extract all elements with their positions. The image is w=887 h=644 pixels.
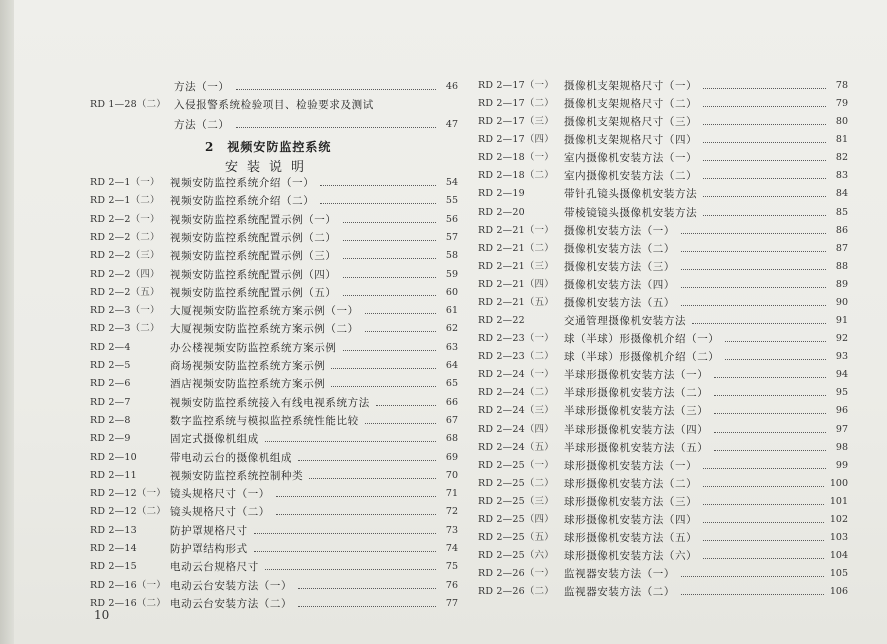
toc-leader-dots: [309, 477, 436, 479]
toc-entry-code: RD 2—17（三）: [478, 116, 554, 128]
toc-entry[interactable]: [478, 475, 848, 493]
toc-leader-dots: [681, 304, 826, 306]
toc-entry[interactable]: [90, 229, 458, 247]
toc-entry-page: 70: [445, 469, 458, 481]
toc-entry-page: 71: [445, 488, 458, 500]
toc-leader-dots: [320, 184, 436, 186]
toc-entry[interactable]: [478, 312, 848, 330]
toc-entry-code: RD 2—16（一）: [90, 579, 166, 591]
toc-entry-page: 96: [835, 405, 848, 417]
toc-leader-dots: [681, 575, 824, 577]
toc-leader-dots: [298, 587, 436, 589]
toc-entry-page: 84: [835, 188, 848, 200]
toc-entry-code: RD 2—10: [90, 451, 137, 463]
toc-entry-code: RD 2—3（一）: [90, 305, 160, 317]
toc-entry-code: RD 2—7: [90, 396, 131, 408]
toc-leader-dots: [703, 177, 826, 179]
toc-entry-title: 视频安防监控系统介绍（一）: [170, 177, 315, 189]
toc-entry[interactable]: [90, 302, 458, 320]
toc-entry[interactable]: [478, 583, 848, 601]
toc-leader-dots: [681, 268, 826, 270]
toc-entry[interactable]: [90, 485, 458, 503]
toc-entry[interactable]: [90, 522, 458, 540]
toc-leader-dots: [714, 394, 826, 396]
toc-entry-code: RD 2—23（一）: [478, 333, 554, 345]
toc-entry[interactable]: [478, 294, 848, 312]
toc-entry[interactable]: [90, 284, 458, 302]
toc-entry-title: 监视器安装方法（二）: [564, 586, 675, 599]
toc-entry-code: RD 2—14: [90, 543, 137, 554]
toc-entry-title: 视频安防监控系统配置示例（二）: [170, 231, 337, 244]
toc-leader-dots: [236, 88, 437, 90]
toc-entry-title: 摄像机支架规格尺寸（一）: [564, 80, 698, 92]
toc-entry[interactable]: [478, 348, 848, 366]
toc-entry-title: 球形摄像机安装方法（四）: [564, 513, 698, 526]
toc-entry[interactable]: [90, 577, 458, 595]
toc-entry-code: RD 1—28（二）: [90, 99, 166, 110]
toc-entry[interactable]: [478, 366, 848, 384]
toc-entry-code: RD 2—1（一）: [90, 177, 160, 188]
toc-entry-title: 大厦视频安防监控系统方案示例（一）: [170, 305, 359, 318]
toc-entry-page: 90: [835, 296, 848, 308]
toc-entry-title: 入侵报警系统检验项目、检验要求及测试: [174, 99, 374, 111]
toc-leader-dots: [331, 367, 436, 369]
toc-entry-title: 办公楼视频安防监控系统方案示例: [170, 341, 337, 354]
toc-entry-code: RD 2—2（四）: [90, 268, 160, 280]
toc-entry[interactable]: [90, 192, 458, 210]
toc-entry-title: 带针孔镜头摄像机安装方法: [564, 188, 698, 201]
toc-entry-page: 74: [445, 543, 458, 554]
toc-entry-page: 105: [829, 568, 848, 580]
toc-entry[interactable]: [90, 320, 458, 338]
toc-entry[interactable]: [90, 247, 458, 265]
toc-entry-page: 46: [445, 81, 458, 92]
toc-entry-title: 防护罩规格尺寸: [170, 524, 248, 537]
toc-entry-title: 带棱镜镜头摄像机安装方法: [564, 206, 698, 219]
toc-entry-page: 75: [445, 561, 458, 573]
toc-leader-dots: [681, 286, 826, 288]
toc-entry-code: RD 2—17（二）: [478, 98, 554, 110]
toc-entry-page: 59: [445, 268, 458, 280]
toc-entry[interactable]: [478, 185, 848, 203]
toc-entry-page: 102: [829, 513, 848, 525]
toc-entry-page: 55: [445, 195, 458, 207]
toc-entry-title: 室内摄像机安装方法（二）: [564, 170, 698, 183]
toc-entry[interactable]: [478, 77, 848, 95]
toc-entry[interactable]: [478, 258, 848, 276]
toc-entry-page: 97: [835, 423, 848, 435]
toc-entry[interactable]: [478, 439, 848, 457]
toc-entry-title: 半球形摄像机安装方法（四）: [564, 423, 709, 436]
toc-entry-page: 103: [829, 532, 848, 543]
toc-entry-code: RD 2—25（五）: [478, 532, 554, 543]
toc-entry[interactable]: [90, 558, 458, 576]
toc-entry-page: 81: [835, 134, 848, 146]
toc-leader-dots: [714, 376, 826, 378]
toc-leader-dots: [298, 605, 436, 607]
toc-entry-code: RD 2—2（五）: [90, 286, 160, 298]
toc-entry-page: 99: [835, 459, 848, 471]
toc-entry-code: RD 2—15: [90, 561, 137, 573]
toc-entry-code: RD 2—18（一）: [478, 152, 554, 164]
toc-leader-dots: [703, 467, 826, 469]
toc-entry-title: 球形摄像机安装方法（二）: [564, 477, 698, 490]
toc-leader-dots: [343, 349, 437, 351]
toc-entry-code: RD 2—25（三）: [478, 495, 554, 507]
toc-entry-code: RD 2—17（四）: [478, 134, 554, 146]
toc-entry-code: RD 2—4: [90, 341, 131, 353]
toc-entry-title: 监视器安装方法（一）: [564, 568, 675, 581]
toc-entry-code: RD 2—2（一）: [90, 213, 160, 225]
toc-leader-dots: [703, 123, 826, 125]
toc-entry-title: 半球形摄像机安装方法（二）: [564, 387, 709, 400]
toc-leader-dots: [692, 322, 826, 324]
toc-entry-title: 电动云台安装方法（二）: [170, 597, 293, 610]
toc-entry-page: 79: [835, 98, 848, 110]
toc-entry-code: RD 2—21（一）: [478, 224, 554, 236]
toc-entry-page: 72: [445, 506, 458, 518]
toc-entry-title: 电动云台规格尺寸: [170, 561, 259, 574]
toc-entry-title: 视频安防监控系统接入有线电视系统方法: [170, 396, 370, 409]
toc-leader-dots: [703, 485, 824, 487]
toc-entry-title: 视频安防监控系统配置示例（五）: [170, 286, 337, 299]
toc-entry-title: 球（半球）形摄像机介绍（一）: [564, 333, 720, 346]
toc-entry-page: 106: [829, 586, 848, 598]
toc-entry-page: 54: [445, 177, 458, 188]
toc-leader-dots: [236, 126, 437, 128]
toc-entry-code: RD 2—22: [478, 315, 525, 327]
toc-entry-page: 83: [835, 170, 848, 182]
toc-entry-title: 摄像机安装方法（五）: [564, 296, 675, 309]
toc-leader-dots: [343, 276, 437, 278]
toc-entry[interactable]: [90, 412, 458, 430]
toc-entry-title: 防护罩结构形式: [170, 543, 248, 555]
toc-entry-title: 镜头规格尺寸（二）: [170, 506, 270, 519]
toc-leader-dots: [254, 532, 436, 534]
toc-entry-page: 88: [835, 260, 848, 272]
toc-entry[interactable]: [90, 96, 458, 114]
toc-entry-title: 摄像机安装方法（三）: [564, 260, 675, 273]
section-title: 2 视频安防监控系统: [205, 140, 332, 154]
toc-entry[interactable]: [90, 375, 458, 393]
toc-entry-title: 室内摄像机安装方法（一）: [564, 152, 698, 165]
toc-entry-title: 球形摄像机安装方法（一）: [564, 459, 698, 472]
toc-entry-code: RD 2—5: [90, 360, 131, 371]
toc-entry-code: RD 2—24（二）: [478, 387, 554, 399]
toc-leader-dots: [320, 202, 436, 204]
toc-entry-page: 98: [835, 441, 848, 453]
toc-entry[interactable]: [478, 330, 848, 348]
toc-entry[interactable]: [90, 339, 458, 357]
toc-entry-page: 68: [445, 433, 458, 445]
toc-entry-title: 视频安防监控系统介绍（二）: [170, 195, 315, 208]
toc-entry-page: 64: [445, 360, 458, 371]
toc-entry-code: RD 2—24（五）: [478, 441, 554, 453]
toc-leader-dots: [703, 521, 824, 523]
toc-entry-title: 固定式摄像机组成: [170, 433, 259, 446]
toc-leader-dots: [681, 593, 824, 595]
toc-entry-page: 92: [835, 333, 848, 345]
toc-entry-page: 95: [835, 387, 848, 399]
toc-entry[interactable]: [90, 503, 458, 521]
toc-entry-code: RD 2—1（二）: [90, 195, 160, 207]
toc-entry-title: 半球形摄像机安装方法（五）: [564, 441, 709, 454]
toc-entry-title: 球形摄像机安装方法（五）: [564, 532, 698, 544]
toc-entry[interactable]: [478, 493, 848, 511]
toc-entry-page: 61: [445, 305, 458, 317]
toc-leader-dots: [376, 404, 436, 406]
toc-leader-dots: [725, 358, 826, 360]
toc-entry[interactable]: [478, 511, 848, 529]
toc-leader-dots: [703, 141, 826, 143]
toc-entry-page: 104: [829, 550, 848, 562]
toc-leader-dots: [343, 239, 437, 241]
toc-entry-title: 视频安防监控系统配置示例（四）: [170, 268, 337, 281]
toc-entry-title: 球（半球）形摄像机介绍（二）: [564, 351, 720, 364]
toc-entry-code: RD 2—26（一）: [478, 568, 554, 580]
toc-entry-title: 电动云台安装方法（一）: [170, 579, 293, 592]
toc-entry-code: RD 2—21（二）: [478, 242, 554, 254]
toc-entry-code: RD 2—20: [478, 206, 525, 218]
toc-entry-code: RD 2—25（四）: [478, 513, 554, 525]
toc-entry[interactable]: [478, 457, 848, 475]
toc-entry[interactable]: [478, 402, 848, 420]
toc-leader-dots: [343, 294, 437, 296]
toc-entry[interactable]: [90, 449, 458, 467]
toc-entry-code: RD 2—25（二）: [478, 477, 554, 489]
toc-entry-title: 视频安防监控系统配置示例（一）: [170, 213, 337, 226]
toc-entry[interactable]: [478, 421, 848, 439]
toc-entry-title: 摄像机支架规格尺寸（四）: [564, 134, 698, 147]
toc-entry[interactable]: [90, 467, 458, 485]
toc-entry-code: RD 2—8: [90, 414, 131, 426]
toc-entry-page: 76: [445, 579, 458, 591]
toc-leader-dots: [714, 412, 826, 414]
toc-entry[interactable]: [478, 113, 848, 131]
toc-entry-code: RD 2—3（二）: [90, 323, 160, 335]
toc-entry[interactable]: [478, 240, 848, 258]
toc-entry[interactable]: [90, 211, 458, 229]
toc-entry[interactable]: [90, 595, 458, 613]
toc-entry[interactable]: [90, 540, 458, 558]
toc-entry-title: 商场视频安防监控系统方案示例: [170, 360, 326, 372]
toc-entry-code: RD 2—2（三）: [90, 250, 160, 262]
toc-entry-code: RD 2—11: [90, 469, 137, 481]
toc-entry[interactable]: [90, 430, 458, 448]
toc-entry-code: RD 2—21（五）: [478, 296, 554, 308]
toc-entry-code: RD 2—6: [90, 378, 131, 390]
toc-leader-dots: [703, 195, 826, 197]
toc-entry-page: 101: [829, 495, 848, 507]
toc-entry-code: RD 2—12（一）: [90, 488, 166, 500]
toc-entry-code: RD 2—16（二）: [90, 597, 166, 609]
page-spine: [0, 0, 14, 644]
toc-entry-code: RD 2—25（六）: [478, 550, 554, 562]
toc-entry-page: 63: [445, 341, 458, 353]
toc-leader-dots: [714, 449, 826, 451]
toc-entry-page: 77: [445, 597, 458, 609]
toc-leader-dots: [681, 250, 826, 252]
toc-leader-dots: [265, 440, 436, 442]
toc-entry[interactable]: [90, 174, 458, 192]
toc-entry-title: 大厦视频安防监控系统方案示例（二）: [170, 323, 359, 336]
toc-entry-page: 73: [445, 524, 458, 536]
toc-entry-page: 56: [445, 213, 458, 225]
toc-leader-dots: [343, 257, 437, 259]
toc-entry-page: 67: [445, 414, 458, 426]
toc-entry-page: 47: [445, 119, 458, 130]
toc-entry[interactable]: [90, 266, 458, 284]
toc-entry-page: 66: [445, 396, 458, 408]
toc-entry-title: 摄像机支架规格尺寸（二）: [564, 98, 698, 111]
toc-leader-dots: [703, 557, 824, 559]
toc-entry-code: RD 2—12（二）: [90, 506, 166, 518]
toc-entry-title: 摄像机安装方法（一）: [564, 224, 675, 237]
toc-entry-title: 数字监控系统与模拟监控系统性能比较: [170, 414, 359, 427]
toc-leader-dots: [725, 340, 826, 342]
toc-entry-code: RD 2—24（一）: [478, 369, 554, 381]
toc-leader-dots: [703, 105, 826, 107]
toc-leader-dots: [265, 568, 436, 570]
toc-entry-title: 摄像机安装方法（二）: [564, 242, 675, 255]
toc-entry[interactable]: [478, 131, 848, 149]
toc-entry-title: 酒店视频安防监控系统方案示例: [170, 378, 326, 391]
toc-entry-page: 93: [835, 351, 848, 363]
toc-leader-dots: [276, 495, 436, 497]
toc-entry-page: 87: [835, 242, 848, 254]
toc-entry-code: RD 2—19: [478, 188, 525, 200]
toc-entry-code: RD 2—25（一）: [478, 459, 554, 471]
toc-leader-dots: [343, 221, 437, 223]
toc-entry-code: RD 2—21（三）: [478, 260, 554, 272]
toc-entry[interactable]: [90, 394, 458, 412]
toc-entry-code: RD 2—21（四）: [478, 278, 554, 290]
toc-entry[interactable]: [478, 149, 848, 167]
toc-entry-title: 方法（一）: [174, 81, 230, 93]
toc-entry-code: RD 2—18（二）: [478, 170, 554, 182]
page-number: 10: [94, 608, 110, 622]
toc-entry-title: 方法（二）: [174, 119, 230, 131]
toc-entry-title: 带电动云台的摄像机组成: [170, 451, 293, 464]
toc-leader-dots: [298, 459, 436, 461]
section-subtitle: 安装说明: [225, 160, 314, 175]
toc-entry-page: 69: [445, 451, 458, 463]
toc-entry-page: 80: [835, 116, 848, 128]
toc-leader-dots: [365, 422, 436, 424]
toc-leader-dots: [365, 312, 436, 314]
toc-entry[interactable]: [478, 204, 848, 222]
toc-entry-page: 60: [445, 286, 458, 298]
toc-entry-page: 91: [835, 315, 848, 327]
toc-leader-dots: [365, 330, 436, 332]
toc-entry-code: RD 2—2（二）: [90, 231, 160, 243]
toc-leader-dots: [276, 513, 436, 515]
toc-leader-dots: [703, 214, 826, 216]
toc-entry[interactable]: [478, 222, 848, 240]
toc-entry-page: 86: [835, 224, 848, 236]
toc-entry-title: 交通管理摄像机安装方法: [564, 315, 687, 328]
toc-entry-code: RD 2—24（四）: [478, 423, 554, 435]
toc-entry[interactable]: [478, 167, 848, 185]
toc-entry-title: 视频安防监控系统控制种类: [170, 469, 304, 482]
toc-entry[interactable]: [478, 95, 848, 113]
toc-entry-code: RD 2—23（二）: [478, 351, 554, 363]
toc-entry-code: RD 2—26（二）: [478, 586, 554, 598]
toc-leader-dots: [681, 232, 826, 234]
toc-entry-page: 62: [445, 323, 458, 335]
toc-leader-dots: [254, 550, 436, 552]
toc-leader-dots: [703, 539, 824, 541]
toc-entry-title: 视频安防监控系统配置示例（三）: [170, 250, 337, 263]
toc-entry-page: 94: [835, 369, 848, 381]
toc-entry-page: 57: [445, 231, 458, 243]
toc-entry-page: 65: [445, 378, 458, 390]
toc-entry-title: 镜头规格尺寸（一）: [170, 488, 270, 501]
toc-entry-code: RD 2—24（三）: [478, 405, 554, 417]
toc-entry-page: 89: [835, 278, 848, 290]
toc-entry-title: 球形摄像机安装方法（六）: [564, 550, 698, 563]
toc-entry-code: RD 2—13: [90, 524, 137, 536]
toc-entry[interactable]: [478, 384, 848, 402]
toc-leader-dots: [714, 431, 826, 433]
toc-entry-title: 球形摄像机安装方法（三）: [564, 495, 698, 508]
toc-entry[interactable]: [478, 276, 848, 294]
toc-entry-code: RD 2—9: [90, 433, 131, 445]
toc-leader-dots: [331, 385, 436, 387]
toc-leader-dots: [703, 87, 826, 89]
toc-entry-page: 82: [835, 152, 848, 164]
toc-leader-dots: [703, 503, 824, 505]
toc-entry-page: 78: [835, 80, 848, 91]
toc-entry-page: 100: [829, 477, 848, 489]
toc-entry[interactable]: [90, 357, 458, 375]
toc-entry[interactable]: [478, 547, 848, 565]
toc-entry[interactable]: [478, 529, 848, 547]
toc-entry-title: 半球形摄像机安装方法（三）: [564, 405, 709, 418]
toc-entry-page: 85: [835, 206, 848, 218]
toc-entry-title: 半球形摄像机安装方法（一）: [564, 369, 709, 382]
toc-entry[interactable]: [90, 116, 458, 134]
toc-leader-dots: [703, 159, 826, 161]
toc-entry[interactable]: [90, 78, 458, 96]
toc-entry[interactable]: [478, 565, 848, 583]
toc-entry-title: 摄像机支架规格尺寸（三）: [564, 116, 698, 129]
toc-entry-title: 摄像机安装方法（四）: [564, 278, 675, 291]
toc-entry-page: 58: [445, 250, 458, 262]
toc-entry-code: RD 2—17（一）: [478, 80, 554, 91]
